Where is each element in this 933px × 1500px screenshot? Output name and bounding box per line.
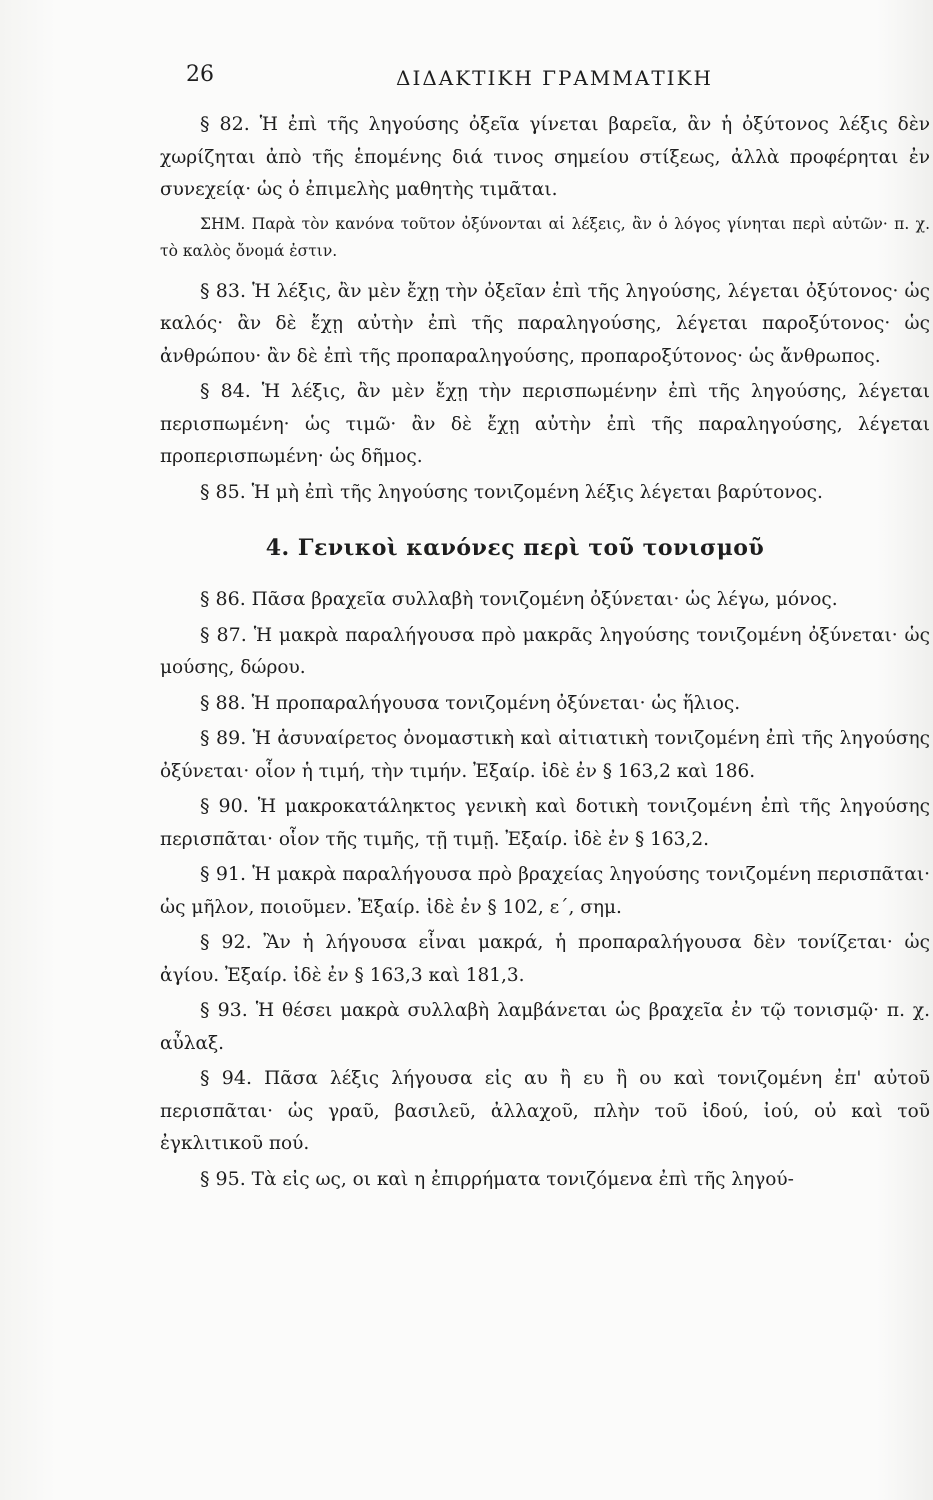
- paragraph-text: Ἂν ἡ λήγουσα εἶναι μακρά, ἡ προπαραλήγουσα δὲν τονίζεται· ὡς ἀγίου. Ἐξαίρ. ἰδὲ ἐν § 163,3 καὶ 181,3.: [160, 932, 930, 986]
- paragraph-92: [160, 926, 930, 992]
- paragraph-95: [160, 1163, 930, 1197]
- paragraph-text: Τὰ εἰς ως, οι καὶ η ἐπιρρήματα τονιζόμενα ἐπὶ τῆς ληγού-: [251, 1168, 794, 1190]
- paragraph-85: [160, 476, 930, 510]
- paragraph-text: Ἡ λέξις, ἂν μὲν ἔχῃ τὴν περισπωμένην ἐπὶ τῆς ληγούσης, λέγεται περισπωμένη· ὡς τιμῶ· ἂν δὲ ἔχῃ αὐτὴν ἐπὶ τῆς παραληγούσης, λέγεται προπερισπωμένη· ὡς δῆμος.: [160, 381, 930, 467]
- paragraph-82: [160, 108, 930, 207]
- paragraph-86: [160, 583, 930, 617]
- running-title: ΔΙΔΑΚΤΙΚΗ ΓΡΑΜΜΑΤΙΚΗ: [396, 66, 713, 90]
- page-number: 26: [186, 62, 214, 87]
- note-label: ΣΗΜ.: [200, 214, 246, 233]
- section-number: § 83.: [200, 279, 247, 302]
- paragraph-text: Ἡ ἐπὶ τῆς ληγούσης ὀξεῖα γίνεται βαρεῖα, ἂν ἡ ὀξύτονος λέξις δὲν χωρίζηται ἀπὸ τῆς ἑπομένης διά τινος σημείου στίξεως, ἀλλὰ προφέρηται ἐν συνεχείᾳ· ὡς ὁ ἐπιμελὴς μαθητὴς τιμᾶται.: [160, 114, 930, 200]
- paragraph-text: Ἡ μακρὰ παραλήγουσα πρὸ βραχείας ληγούσης τονιζομένη περισπᾶται· ὡς μῆλον, ποιοῦμεν. Ἐξαίρ. ἰδὲ ἐν § 102, ε΄, σημ.: [160, 864, 930, 918]
- paragraph-88: [160, 687, 930, 721]
- section-number: § 94.: [200, 1067, 252, 1089]
- section-number: § 85.: [200, 480, 246, 503]
- paragraph-93: [160, 994, 930, 1060]
- note-paragraph: [160, 211, 930, 265]
- paragraph-94: [160, 1062, 930, 1161]
- paragraph-text: Ἡ μακροκατάληκτος γενικὴ καὶ δοτικὴ τονιζομένη ἐπὶ τῆς ληγούσης περισπᾶται· οἷον τῆς τιμῆς, τῇ τιμῇ. Ἐξαίρ. ἰδὲ ἐν § 163,2.: [160, 796, 930, 850]
- note-text: Παρὰ τὸν κανόνα τοῦτον ὀξύνονται αἱ λέξεις, ἂν ὁ λόγος γίνηται περὶ αὐτῶν· π. χ. τὸ καλὸς ὄνομά ἐστιν.: [160, 214, 930, 260]
- section-number: § 93.: [200, 999, 248, 1021]
- section-number: § 82.: [200, 113, 250, 135]
- paragraph-text: Ἡ θέσει μακρὰ συλλαβὴ λαμβάνεται ὡς βραχεῖα ἐν τῷ τονισμῷ· π. χ. αὖλαξ.: [160, 1000, 930, 1054]
- section-number: § 88.: [200, 691, 246, 714]
- page-body: [160, 108, 930, 1198]
- paragraph-text: Ἡ μὴ ἐπὶ τῆς ληγούσης τονιζομένη λέξις λέγεται βαρύτονος.: [251, 481, 823, 503]
- paragraph-text: Ἡ ἀσυναίρετος ὀνομαστικὴ καὶ αἰτιατικὴ τονιζομένη ἐπὶ τῆς ληγούσης ὀξύνεται· οἷον ἡ τιμή, τὴν τιμήν. Ἐξαίρ. ἰδὲ ἐν § 163,2 καὶ 186.: [160, 728, 930, 782]
- paragraph-89: [160, 722, 930, 788]
- paragraph-text: Ἡ λέξις, ἂν μὲν ἔχῃ τὴν ὀξεῖαν ἐπὶ τῆς ληγούσης, λέγεται ὀξύτονος· ὡς καλός· ἂν δὲ ἔχῃ αὐτὴν ἐπὶ τῆς παραληγούσης, λέγεται παροξύτονος· ὡς ἀνθρώπου· ἂν δὲ ἐπὶ τῆς προπαραληγούσης, προπαροξύτονος· ὡς ἄνθρωπος.: [160, 280, 930, 367]
- section-number: § 87.: [200, 623, 247, 646]
- paragraph-text: Ἡ προπαραλήγουσα τονιζομένη ὀξύνεται· ὡς ἥλιος.: [251, 692, 741, 714]
- section-number: § 92.: [200, 931, 252, 953]
- paragraph-text: Πᾶσα βραχεῖα συλλαβὴ τονιζομένη ὀξύνεται· ὡς λέγω, μόνος.: [251, 589, 838, 610]
- section-number: § 90.: [200, 795, 249, 817]
- paragraph-90: [160, 790, 930, 856]
- paragraph-91: [160, 858, 930, 924]
- section-number: § 95.: [200, 1167, 246, 1190]
- section-number: § 89.: [200, 727, 247, 749]
- section-heading: 4. Γενικοὶ κανόνες περὶ τοῦ τονισμοῦ: [265, 535, 765, 561]
- paragraph-text: Πᾶσα λέξις λήγουσα εἰς αυ ἢ ευ ἢ ου καὶ τονιζομένη ἐπ' αὐτοῦ περισπᾶται· ὡς γραῦ, βασιλεῦ, ἀλλαχοῦ, πλὴν τοῦ ἰδού, ἰού, οὐ καὶ τοῦ ἐγκλιτικοῦ πού.: [160, 1068, 930, 1154]
- section-number: § 84.: [200, 380, 251, 402]
- section-number: § 91.: [200, 863, 247, 885]
- paragraph-83: [160, 275, 930, 374]
- paragraph-text: Ἡ μακρὰ παραλήγουσα πρὸ μακρᾶς ληγούσης τονιζομένη ὀξύνεται· ὡς μούσης, δώρου.: [160, 624, 931, 678]
- section-number: § 86.: [200, 588, 246, 610]
- paragraph-87: [160, 619, 930, 685]
- paragraph-84: [160, 375, 930, 474]
